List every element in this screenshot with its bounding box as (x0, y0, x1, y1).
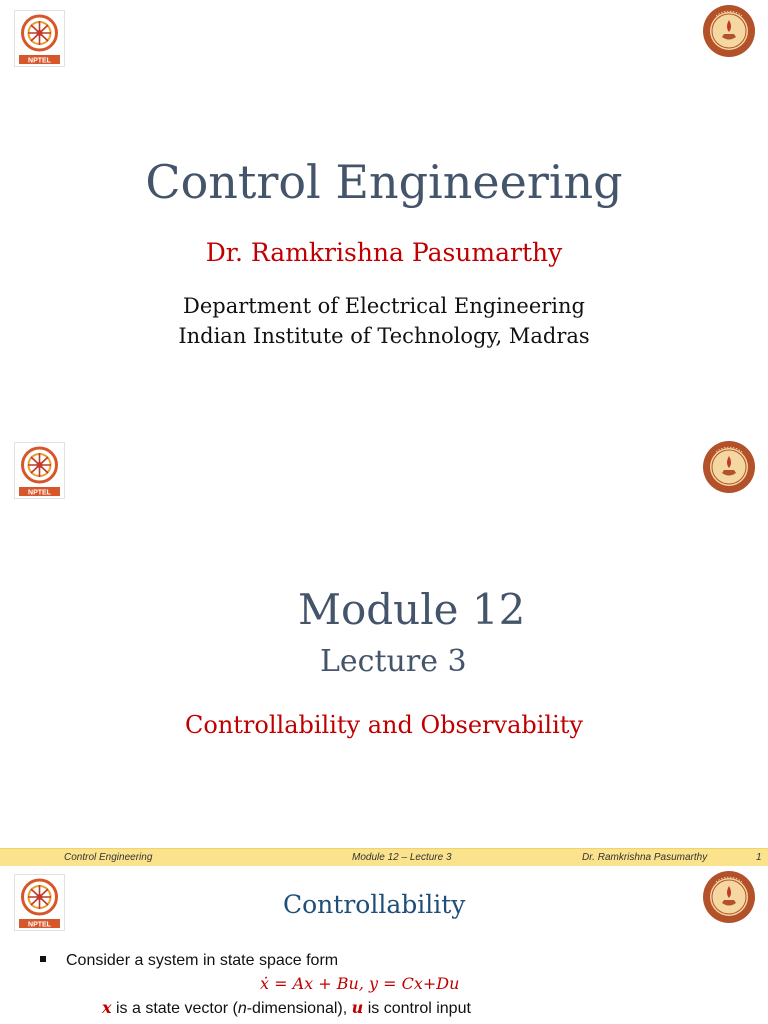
footer-author: Dr. Ramkrishna Pasumarthy (582, 852, 708, 863)
slide-footer (0, 848, 768, 867)
nptel-logo-text: NPTEL (28, 489, 51, 497)
text-fragment: is control input (363, 1000, 471, 1017)
course-title: Control Engineering (145, 155, 623, 209)
symbol-u: u (351, 998, 364, 1017)
nptel-logo-text: NPTEL (28, 921, 51, 929)
iit-madras-logo (702, 440, 756, 494)
nptel-logo-text: NPTEL (28, 57, 51, 65)
state-vector-description (102, 998, 471, 1018)
text-fragment: -dimensional), (246, 1000, 352, 1017)
nptel-logo (14, 874, 65, 931)
state-space-equation: ẋ = Ax + Bu, y = Cx+Du (260, 974, 460, 993)
bullet-square-icon (40, 956, 46, 962)
symbol-n: n (237, 1000, 247, 1017)
iit-madras-logo (702, 4, 756, 58)
author-name: Dr. Ramkrishna Pasumarthy (205, 238, 563, 267)
lecture-number: Lecture 3 (320, 644, 467, 679)
iit-madras-logo (702, 870, 756, 924)
slide-title: Controllability (283, 890, 466, 919)
nptel-logo (14, 10, 65, 67)
symbol-x: x (102, 998, 112, 1017)
department-name: Department of Electrical Engineering (183, 294, 585, 318)
footer-course: Control Engineering (64, 852, 153, 863)
text-fragment: is a state vector ( (111, 1000, 238, 1017)
title-slide (0, 0, 768, 436)
module-slide (0, 436, 768, 848)
lecture-topic: Controllability and Observability (185, 711, 583, 739)
bullet-text: Consider a system in state space form (66, 952, 339, 969)
institute-name: Indian Institute of Technology, Madras (178, 324, 590, 348)
footer-page-number: 1 (756, 852, 762, 863)
bullet-item (40, 952, 338, 970)
controllability-slide (0, 866, 768, 1024)
nptel-logo (14, 442, 65, 499)
module-number: Module 12 (298, 585, 526, 634)
footer-module: Module 12 – Lecture 3 (352, 852, 452, 863)
